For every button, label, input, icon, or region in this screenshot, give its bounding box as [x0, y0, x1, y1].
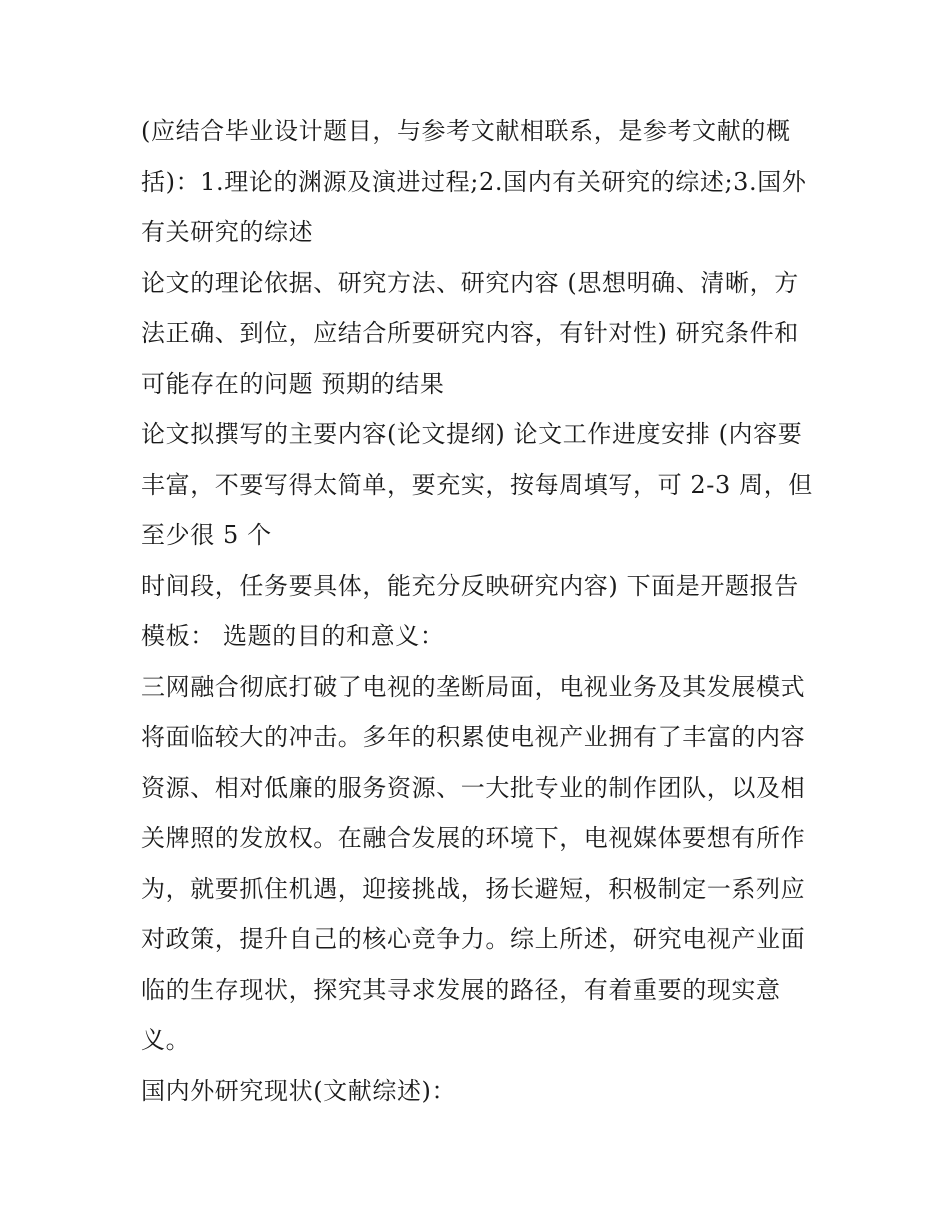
paragraph-template-intro: 时间段，任务要具体，能充分反映研究内容) 下面是开题报告模板： 选题的目的和意义：	[141, 571, 799, 650]
section-heading-research-status: 国内外研究现状(文献综述)：	[141, 1076, 457, 1105]
paragraph-outline-schedule: 论文拟撰写的主要内容(论文提纲) 论文工作进度安排 (内容要丰富，不要写得太简单，要充实，按每周填写，可 2-3 周，但至少很 5 个	[141, 420, 813, 549]
document-page	[141, 106, 813, 1116]
paragraph-literature-guidance: (应结合毕业设计题目，与参考文献相联系，是参考文献的概括)：1.理论的渊源及演进过程;2.国内有关研究的综述;3.国外有关研究的综述	[141, 117, 807, 246]
paragraph-purpose-significance: 三网融合彻底打破了电视的垄断局面，电视业务及其发展模式将面临较大的冲击。多年的积累使电视产业拥有了丰富的内容资源、相对低廉的服务资源、一大批专业的制作团队，以及相关牌照的发放权。在融合发展的环境下，电视媒体要想有所作为，就要抓住机遇，迎接挑战，扬长避短，积极制定一系列应对政策，提升自己的核心竞争力。综上所述，研究电视产业面临的生存现状，探究其寻求发展的路径，有着重要的现实意义。	[141, 672, 806, 1054]
paragraph-theory-methods: 论文的理论依据、研究方法、研究内容 (思想明确、清晰，方法正确、到位，应结合所要研究内容，有针对性) 研究条件和可能存在的问题 预期的结果	[141, 268, 799, 398]
